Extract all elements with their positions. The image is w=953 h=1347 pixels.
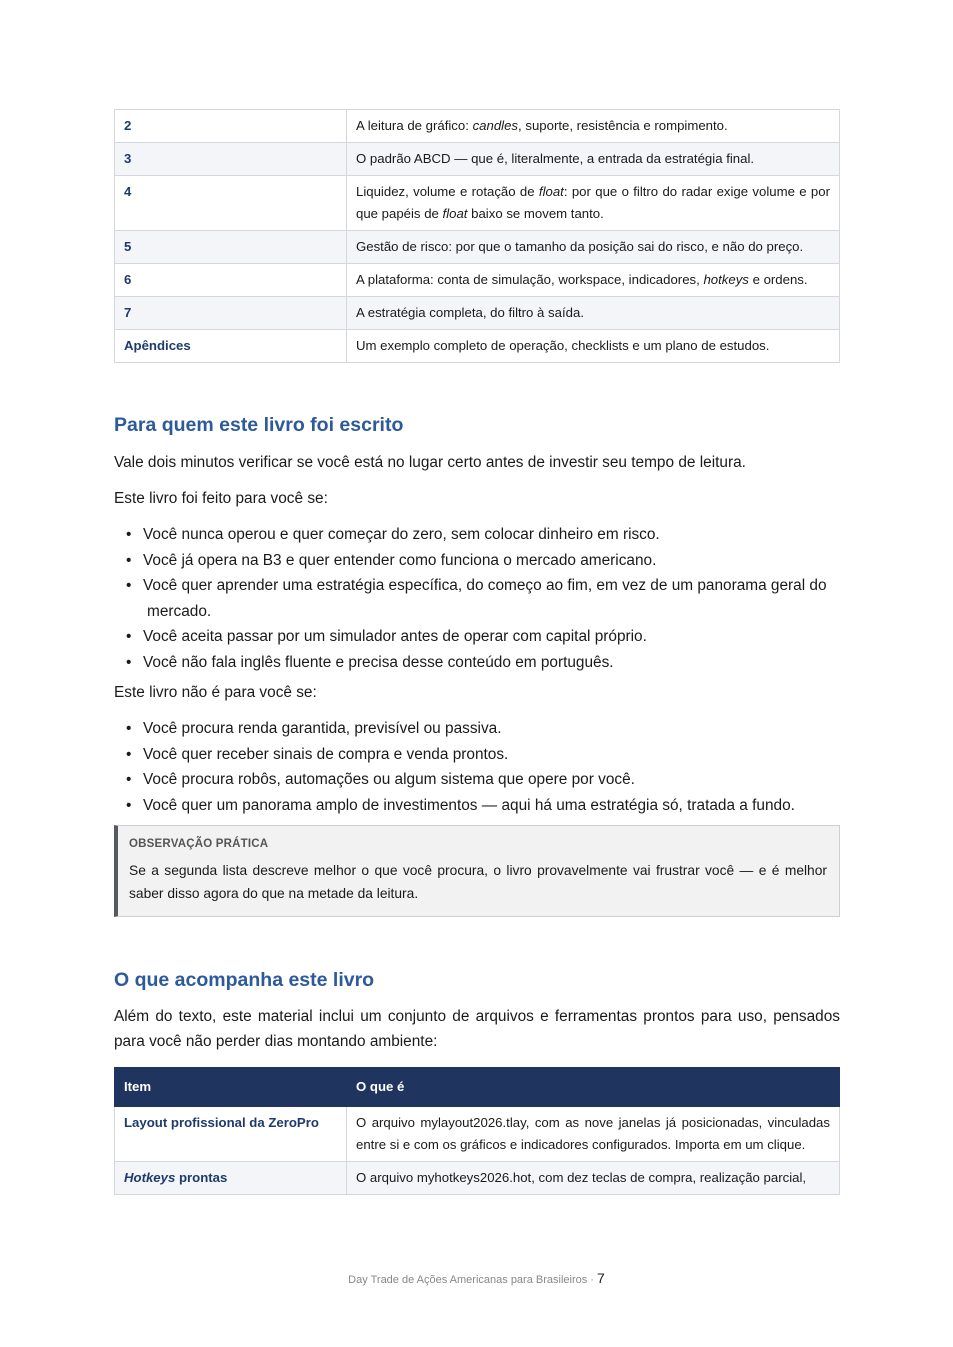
table-row bbox=[115, 330, 840, 363]
chapter-number: 7 bbox=[115, 297, 347, 330]
bullet-icon: • bbox=[126, 577, 132, 594]
list-item: • Você aceita passar por um simulador antes de operar com capital próprio. bbox=[114, 624, 840, 650]
list-item: • Você não fala inglês fluente e precisa desse conteúdo em português. bbox=[114, 650, 840, 676]
item-description: O arquivo myhotkeys2026.hot, com dez teclas de compra, realização parcial, bbox=[347, 1162, 840, 1195]
table-header-row bbox=[115, 1068, 840, 1107]
table-row bbox=[115, 297, 840, 330]
table-row bbox=[115, 110, 840, 143]
chapter-description: A plataforma: conta de simulação, workspace, indicadores, hotkeys e ordens. bbox=[347, 264, 840, 297]
table-row bbox=[115, 143, 840, 176]
note-title: OBSERVAÇÃO PRÁTICA bbox=[129, 838, 269, 850]
chapter-description: Gestão de risco: por que o tamanho da posição sai do risco, e não do preço. bbox=[347, 231, 840, 264]
list-item: • Você nunca operou e quer começar do zero, sem colocar dinheiro em risco. bbox=[114, 522, 840, 548]
item-name: Hotkeys prontas bbox=[115, 1162, 347, 1195]
included-intro: Além do texto, este material inclui um conjunto de arquivos e ferramentas prontos para uso, pensados para você não perder dias montando ambiente: bbox=[114, 1008, 840, 1050]
item-description: O arquivo mylayout2026.tlay, com as nove janelas já posicionadas, vinculadas entre si e com os gráficos e indicadores configurados. Importa em um clique. bbox=[347, 1107, 840, 1162]
not-for-you-list bbox=[114, 716, 840, 818]
note-body: Se a segunda lista descreve melhor o que você procura, o livro provavelmente vai frustrar você — e é melhor saber disso agora do que na metade da leitura. bbox=[129, 863, 827, 901]
page-footer bbox=[0, 1270, 953, 1286]
bullet-icon: • bbox=[126, 745, 132, 763]
for-you-label: Este livro foi feito para você se: bbox=[114, 490, 328, 507]
list-item: • Você já opera na B3 e quer entender como funciona o mercado americano. bbox=[114, 548, 840, 574]
table-row bbox=[115, 1162, 840, 1195]
chapter-number: 5 bbox=[115, 231, 347, 264]
for-you-list bbox=[114, 522, 840, 675]
section-heading-audience: Para quem este livro foi escrito bbox=[114, 414, 404, 436]
chapter-description: O padrão ABCD — que é, literalmente, a entrada da estratégia final. bbox=[347, 143, 840, 176]
practical-note-callout bbox=[114, 825, 840, 917]
page-number: 7 bbox=[597, 1270, 605, 1286]
bullet-icon: • bbox=[126, 526, 132, 543]
table-row bbox=[115, 176, 840, 231]
bullet-icon: • bbox=[126, 720, 132, 737]
column-header-item: Item bbox=[115, 1068, 347, 1107]
bullet-icon: • bbox=[126, 628, 132, 645]
chapter-number: Apêndices bbox=[115, 330, 347, 363]
bullet-icon: • bbox=[126, 653, 132, 671]
footer-book-title: Day Trade de Ações Americanas para Brasileiros bbox=[348, 1274, 588, 1286]
table-row bbox=[115, 231, 840, 264]
chapter-table bbox=[114, 109, 840, 363]
list-item: • Você quer um panorama amplo de investimentos — aqui há uma estratégia só, tratada a fundo. bbox=[114, 793, 840, 819]
footer-separator: · bbox=[590, 1274, 594, 1286]
list-item: • Você quer receber sinais de compra e venda prontos. bbox=[114, 742, 840, 768]
list-item: • Você procura renda garantida, previsível ou passiva. bbox=[114, 716, 840, 742]
chapter-description: A leitura de gráfico: candles, suporte, resistência e rompimento. bbox=[347, 110, 840, 143]
chapter-description: Liquidez, volume e rotação de float: por que o filtro do radar exige volume e por que papéis de float baixo se movem tanto. bbox=[347, 176, 840, 231]
item-name: Layout profissional da ZeroPro bbox=[115, 1107, 347, 1162]
bullet-icon: • bbox=[126, 771, 132, 788]
chapter-number: 3 bbox=[115, 143, 347, 176]
chapter-description: A estratégia completa, do filtro à saída. bbox=[347, 297, 840, 330]
page-content bbox=[114, 109, 840, 1195]
table-row bbox=[115, 264, 840, 297]
chapter-description: Um exemplo completo de operação, checklists e um plano de estudos. bbox=[347, 330, 840, 363]
bullet-icon: • bbox=[126, 551, 132, 569]
chapter-number: 4 bbox=[115, 176, 347, 231]
column-header-description: O que é bbox=[347, 1068, 840, 1107]
section-heading-included: O que acompanha este livro bbox=[114, 969, 375, 991]
audience-intro: Vale dois minutos verificar se você está no lugar certo antes de investir seu tempo de leitura. bbox=[114, 454, 746, 471]
included-items-table bbox=[114, 1067, 840, 1195]
chapter-number: 2 bbox=[115, 110, 347, 143]
chapter-number: 6 bbox=[115, 264, 347, 297]
list-item: • Você procura robôs, automações ou algum sistema que opere por você. bbox=[114, 767, 840, 793]
bullet-icon: • bbox=[126, 796, 132, 814]
table-row bbox=[115, 1107, 840, 1162]
not-for-you-label: Este livro não é para você se: bbox=[114, 684, 317, 701]
list-item: • Você quer aprender uma estratégia específica, do começo ao fim, em vez de um panorama geral do mercado. bbox=[114, 573, 840, 624]
